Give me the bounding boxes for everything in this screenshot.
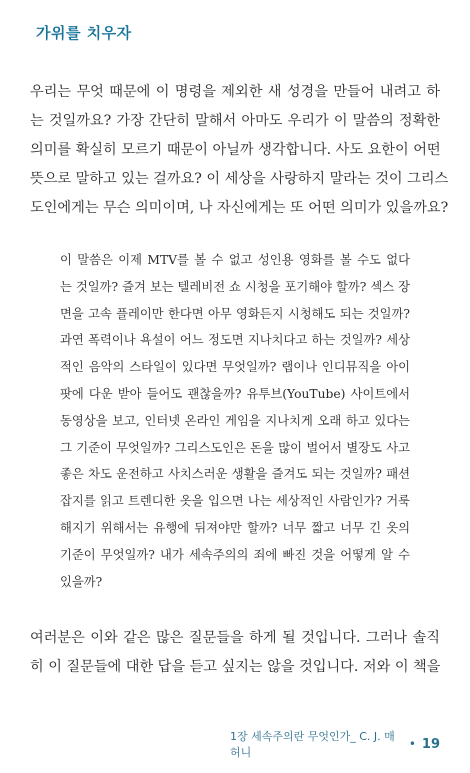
quote-line: 이 말씀은 이제 MTV를 볼 수 없고 성인용 영화를 볼 수도 없다 [60,253,410,267]
running-footer-chapter: 1장 세속주의란 무엇인가_ C. J. 매허니 [230,730,395,759]
quote-line: 기준이 무엇일까? 내가 세속주의의 죄에 빠진 것을 어떻게 알 수 [60,547,410,562]
quote-line: 좋은 차도 운전하고 사치스러운 생활을 즐겨도 되는 것일까? 패션 [60,467,410,482]
quote-line: 면을 고속 플레이만 한다면 아무 영화든지 시청해도 되는 것일까? [60,306,410,321]
text-line: 여러분은 이와 같은 많은 질문들을 하게 될 것입니다. 그러나 솔직 [30,630,440,646]
paragraph-2 [30,624,440,682]
quote-line: 팟에 다운 받아 들어도 괜찮을까? 유투브(YouTube) 사이트에서 [60,386,410,401]
quote-line: 그 기준이 무엇일까? 그리스도인은 돈을 많이 벌어서 별장도 사고 [60,440,410,455]
text-line: 뜻으로 말하고 있는 걸까요? 이 세상을 사랑하지 말라는 것이 그리스 [30,171,449,187]
text-line: 는 것일까요? 가장 간단히 말해서 아마도 우리가 이 말씀의 정확한 [30,113,440,129]
section-heading: 가위를 치우자 [36,24,132,42]
quote-line: 는 것일까? 즐겨 보는 텔레비전 쇼 시청을 포기해야 할까? 섹스 장 [60,279,410,294]
text-line: 도인에게는 무슨 의미이며, 나 자신에게는 또 어떤 의미가 있을까요? [30,200,449,216]
bullet-separator: • [408,737,416,751]
text-line: 의미를 확실히 모르기 때문이 아닐까 생각합니다. 사도 요한이 어떤 [30,142,441,158]
quote-line: 과연 폭력이나 욕설이 어느 정도면 지나치다고 하는 것일까? 세상 [60,333,410,348]
quote-line: 잡지를 읽고 트렌디한 옷을 입으면 나는 세상적인 사람인가? 거룩 [60,494,410,509]
text-line: 우리는 무엇 때문에 이 명령을 제외한 새 성경을 만들어 내려고 하 [30,84,440,100]
quote-line: 있을까? [60,574,103,589]
page-number: 19 [421,736,440,752]
quote-line: 적인 음악의 스타일이 있다면 무엇일까? 랩이나 인디뮤직을 아이 [60,360,410,375]
indented-quote-block [60,247,410,595]
quote-line: 해지기 위해서는 유행에 뒤져야만 할까? 너무 짧고 너무 긴 옷의 [60,520,410,535]
text-line: 히 이 질문들에 대한 답을 듣고 싶지는 않을 것입니다. 저와 이 책을 [30,659,441,675]
page-footer [230,728,440,760]
quote-line: 동영상을 보고, 인터넷 온라인 게임을 지나치게 오래 하고 있다는 [60,413,410,428]
paragraph-1 [30,78,449,223]
